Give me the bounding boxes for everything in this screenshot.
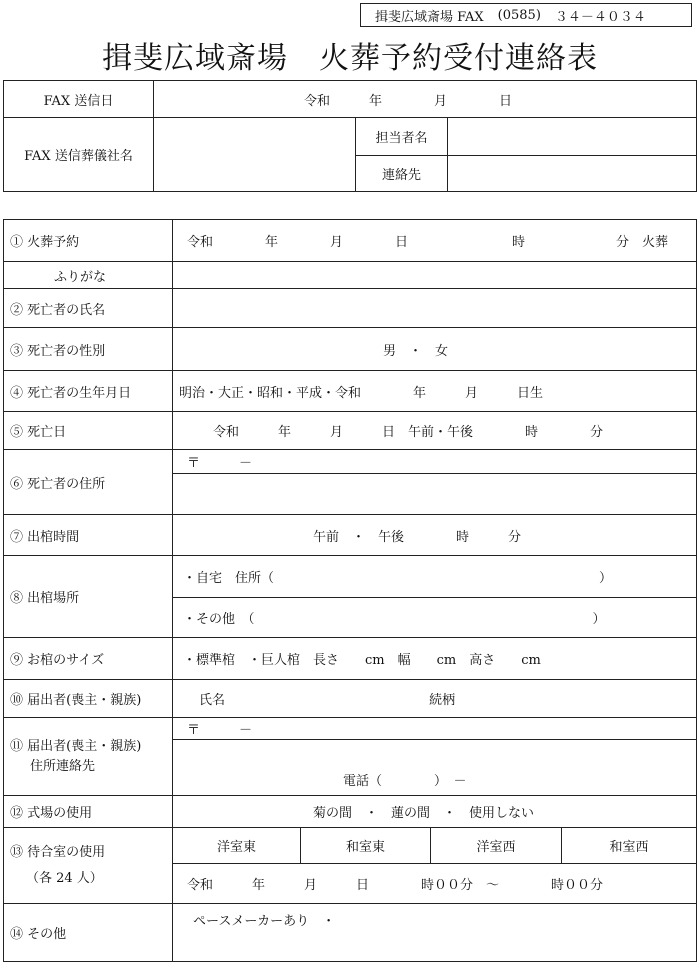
deceased-birthdate-label: ④ 死亡者の生年月日 xyxy=(4,371,173,412)
coffin-size-field[interactable]: ・標準棺 ・巨人棺 長さ cm 幅 cm 高さ cm xyxy=(173,638,697,680)
deceased-sex-field[interactable]: 男 ・ 女 xyxy=(173,328,697,371)
room-western-west[interactable]: 洋室西 xyxy=(431,828,562,864)
reservation-table xyxy=(3,219,697,962)
other-field[interactable]: ペースメーカーあり ・ xyxy=(173,904,697,962)
notifier-address-label-line1: ⑪ 届出者(喪主・親族) xyxy=(10,738,142,754)
contact-field[interactable] xyxy=(448,156,697,192)
waiting-room-time-field[interactable]: 令和 年 月 日 時００分 ～ 時００分 xyxy=(173,864,697,904)
fax-area-code: (0585) xyxy=(497,7,541,23)
deceased-name-label: ② 死亡者の氏名 xyxy=(4,289,173,328)
notifier-phone-field[interactable]: 電話（ ） － xyxy=(173,740,697,796)
deceased-address-label: ⑥ 死亡者の住所 xyxy=(4,450,173,515)
page-title: 揖斐広域斎場 火葬予約受付連絡表 xyxy=(102,41,598,76)
other-label: ⑭ その他 xyxy=(4,904,173,962)
notifier-relation-label: 続柄 xyxy=(429,693,456,708)
waiting-room-capacity: （各 24 人） xyxy=(26,870,103,886)
venue-use-label: ⑫ 式場の使用 xyxy=(4,796,173,828)
departure-time-label: ⑦ 出棺時間 xyxy=(4,515,173,556)
fax-number-box xyxy=(360,3,692,27)
person-in-charge-field[interactable] xyxy=(448,118,697,156)
deceased-address-field[interactable] xyxy=(173,474,697,515)
departure-place-label: ⑧ 出棺場所 xyxy=(4,556,173,638)
furigana-label: ふりがな xyxy=(4,262,173,289)
notifier-address-label-line2: 住所連絡先 xyxy=(30,758,96,774)
furigana-field[interactable] xyxy=(173,262,697,289)
notifier-name-label: 氏名 xyxy=(199,693,226,708)
date-of-death-field[interactable]: 令和 年 月 日 午前・午後 時 分 xyxy=(173,412,697,450)
fax-date-field[interactable]: 令和 年 月 日 xyxy=(154,81,697,118)
departure-other-field[interactable]: ・その他 （ ） xyxy=(173,598,697,638)
departure-time-field[interactable]: 午前 ・ 午後 時 分 xyxy=(173,515,697,556)
date-of-death-label: ⑤ 死亡日 xyxy=(4,412,173,450)
deceased-sex-label: ③ 死亡者の性別 xyxy=(4,328,173,371)
person-in-charge-label: 担当者名 xyxy=(356,118,448,156)
notifier-postal-field[interactable]: 〒 － xyxy=(173,718,697,740)
room-western-east[interactable]: 洋室東 xyxy=(173,828,301,864)
deceased-birthdate-field[interactable]: 明治・大正・昭和・平成・令和 年 月 日生 xyxy=(173,371,697,412)
cremation-reservation-label: ① 火葬予約 xyxy=(4,220,173,262)
cremation-reservation-field[interactable]: 令和 年 月 日 時 分 火葬 xyxy=(173,220,697,262)
sender-table xyxy=(3,80,697,192)
deceased-postal-field[interactable]: 〒 － xyxy=(173,450,697,474)
departure-home-field[interactable]: ・自宅 住所（ ） xyxy=(173,556,697,598)
funeral-company-field[interactable] xyxy=(154,118,356,192)
funeral-company-label: FAX 送信葬儀社名 xyxy=(4,118,154,192)
venue-use-field[interactable]: 菊の間 ・ 蓮の間 ・ 使用しない xyxy=(173,796,697,828)
coffin-size-label: ⑨ お棺のサイズ xyxy=(4,638,173,680)
room-japanese-east[interactable]: 和室東 xyxy=(301,828,431,864)
notifier-name-field[interactable] xyxy=(173,680,697,718)
waiting-room-label-line1: ⑬ 待合室の使用 xyxy=(10,844,106,860)
deceased-name-field[interactable] xyxy=(173,289,697,328)
fax-label: 揖斐広域斎場 FAX xyxy=(375,9,484,25)
notifier-label: ⑩ 届出者(喪主・親族) xyxy=(4,680,173,718)
fax-number: ３４－４０３４ xyxy=(554,9,646,25)
waiting-room-label xyxy=(4,828,173,904)
contact-label: 連絡先 xyxy=(356,156,448,192)
fax-date-label: FAX 送信日 xyxy=(4,81,154,118)
notifier-address-label xyxy=(4,718,173,796)
room-japanese-west[interactable]: 和室西 xyxy=(562,828,697,864)
